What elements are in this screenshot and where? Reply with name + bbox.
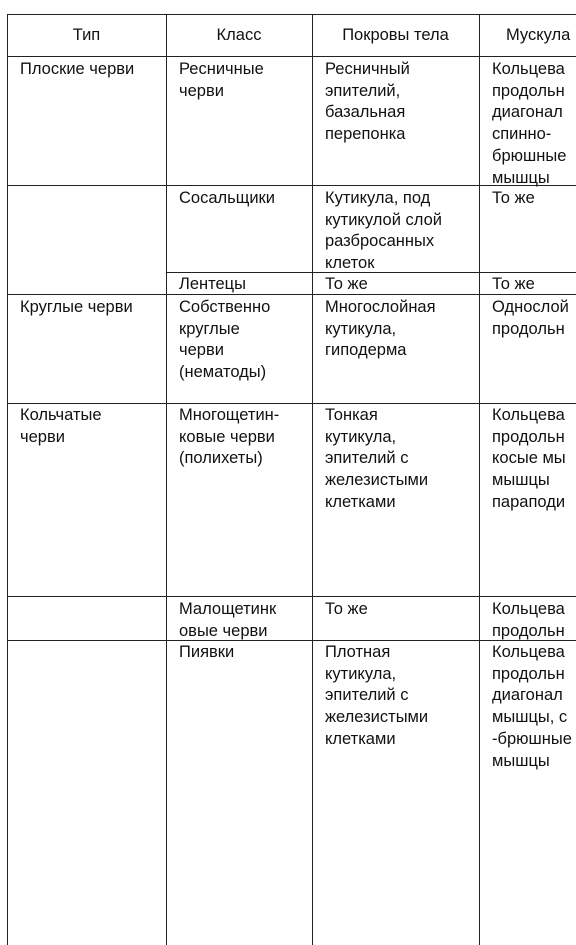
cell-muscles: Кольцева продольн диагонал мышцы, с -брюшные мышцы <box>492 643 572 770</box>
cell-type: Кольчатые черви <box>20 406 102 446</box>
cell-covers: То же <box>325 275 368 293</box>
header-class: Класс <box>216 25 262 44</box>
header-muscles: Мускула <box>506 25 571 44</box>
cell-muscles: То же <box>492 275 535 293</box>
cell-class: Ресничные черви <box>179 60 264 100</box>
cell-covers: Ресничный эпителий, базальная перепонка <box>325 60 410 144</box>
row-divider <box>7 185 576 186</box>
cell-muscles: То же <box>492 189 535 207</box>
cell-muscles: Кольцева продольн диагонал спинно- брюшные мышцы <box>492 60 567 187</box>
cell-covers: Тонкая кутикула, эпителий с железистыми клетками <box>325 406 429 511</box>
row-divider <box>7 294 576 295</box>
cell-class: Малощетинк овые черви <box>179 600 277 640</box>
cell-type: Плоские черви <box>20 60 135 78</box>
column-divider <box>479 14 480 945</box>
header-type: Тип <box>72 25 101 44</box>
cell-class: Лентецы <box>179 275 246 293</box>
cell-class: Многощетин- ковые черви (полихеты) <box>179 406 280 468</box>
row-divider <box>7 596 576 597</box>
cell-covers: То же <box>325 600 368 618</box>
header-covers: Покровы тела <box>342 25 449 44</box>
cell-class: Сосальщики <box>179 189 275 207</box>
cell-covers: Кутикула, под кутикулой слой разбросанных клеток <box>325 189 442 273</box>
cell-class: Собственно круглые черви (нематоды) <box>179 298 271 382</box>
row-divider <box>7 640 576 641</box>
cell-muscles: Кольцева продольн косые мы мышцы параподи <box>492 406 566 511</box>
cell-muscles: Однослой продольн <box>492 298 569 338</box>
row-divider <box>7 403 576 404</box>
cell-covers: Многослойная кутикула, гиподерма <box>325 298 436 360</box>
column-divider <box>166 14 167 945</box>
cell-muscles: Кольцева продольн <box>492 600 565 640</box>
column-divider <box>312 14 313 945</box>
cell-type: Круглые черви <box>20 298 133 316</box>
cell-covers: Плотная кутикула, эпителий с железистыми клетками <box>325 643 429 748</box>
header-bottom-line <box>7 56 576 57</box>
cell-class: Пиявки <box>179 643 235 661</box>
table-border-left <box>7 14 8 945</box>
